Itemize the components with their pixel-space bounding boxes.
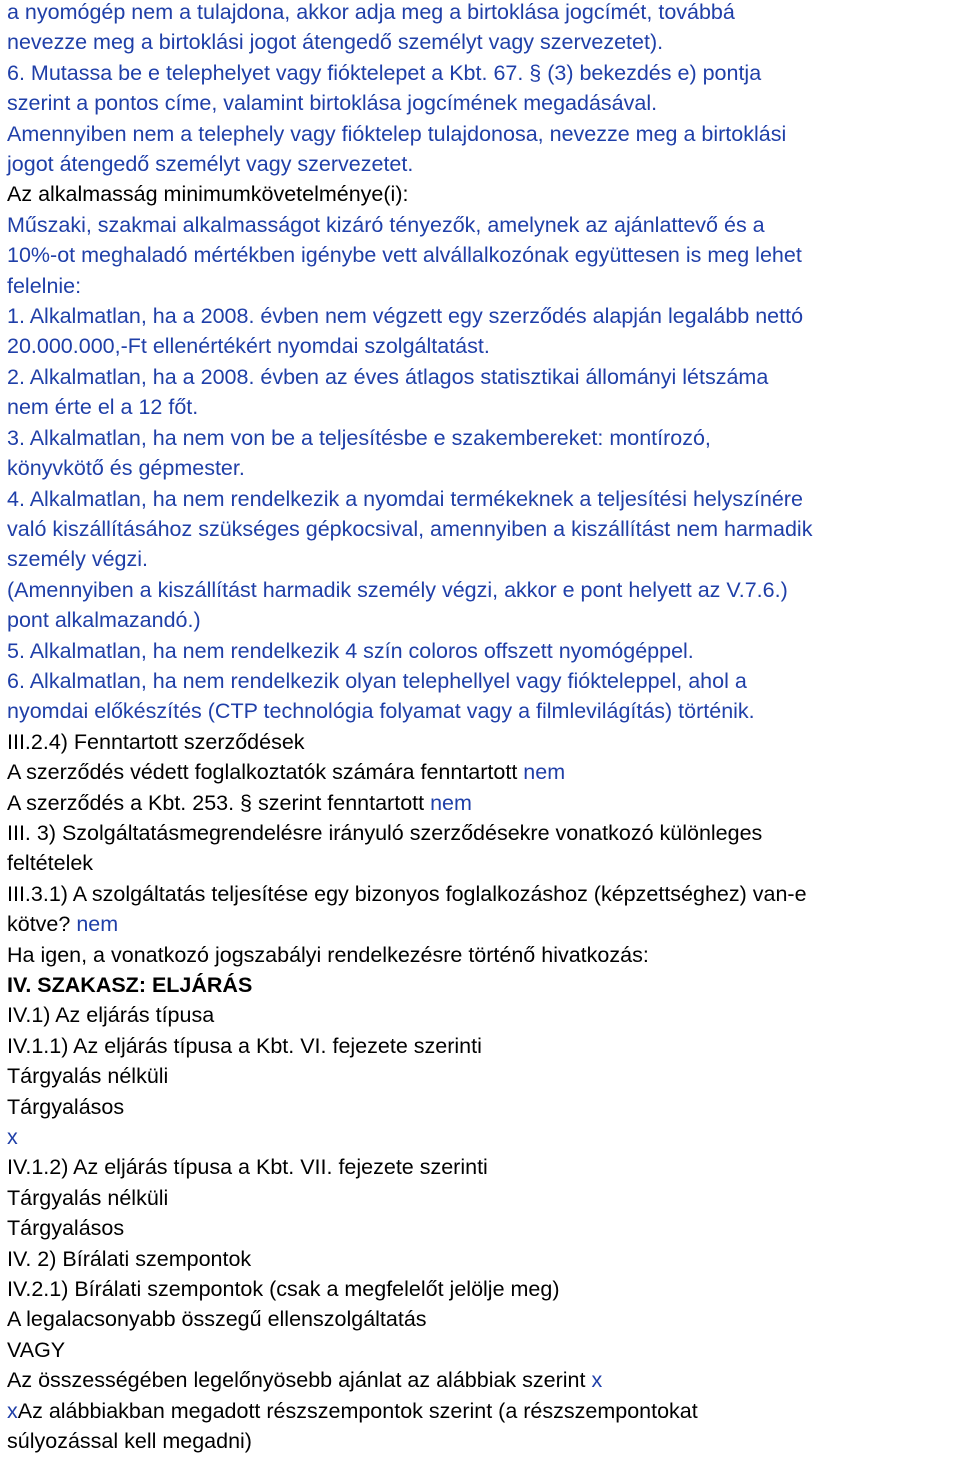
highlighted-text: pont alkalmazandó.) — [7, 608, 201, 633]
text-line — [7, 544, 954, 574]
text-line — [7, 362, 954, 392]
text-line — [7, 392, 954, 422]
line-text: A szerződés védett foglalkoztatók számára fenntartott — [7, 760, 524, 785]
highlighted-text: 6. Mutassa be e telephelyet vagy fióktelepet a Kbt. 67. § (3) bekezdés e) pontja — [7, 60, 762, 85]
text-line — [7, 1244, 954, 1274]
text-line — [7, 58, 954, 88]
line-text: III.3.1) A szolgáltatás teljesítése egy bizonyos foglalkozáshoz (képzettséghez) van-e — [7, 881, 807, 906]
text-line — [7, 666, 954, 696]
text-line — [7, 879, 954, 909]
line-text: IV. 2) Bírálati szempontok — [7, 1246, 252, 1271]
line-text: IV.2.1) Bírálati szempontok (csak a megfelelőt jelölje meg) — [7, 1277, 560, 1302]
highlighted-text: való kiszállításához szükséges gépkocsival, amennyiben a kiszállítást nem harmadik — [7, 516, 813, 541]
line-text: III. 3) Szolgáltatásmegrendelésre irányuló szerződésekre vonatkozó különleges — [7, 820, 763, 845]
line-text: Az alábbiakban megadott részszempontok szerint (a részszempontokat — [17, 1398, 698, 1423]
text-line — [7, 514, 954, 544]
highlighted-text: x — [7, 1125, 18, 1150]
text-line — [7, 149, 954, 179]
text-line — [7, 909, 954, 939]
text-line — [7, 1335, 954, 1365]
text-line — [7, 575, 954, 605]
text-line — [7, 331, 954, 361]
text-line — [7, 1274, 954, 1304]
line-text: III.2.4) Fenntartott szerződések — [7, 729, 305, 754]
text-line — [7, 1000, 954, 1030]
line-text: A legalacsonyabb összegű ellenszolgáltatás — [7, 1307, 427, 1332]
text-line — [7, 1365, 954, 1395]
highlighted-text: x — [591, 1368, 603, 1393]
line-text: IV.1) Az eljárás típusa — [7, 1003, 215, 1028]
line-text: Tárgyalásos — [7, 1094, 125, 1119]
highlighted-text: 2. Alkalmatlan, ha a 2008. évben az éves átlagos statisztikai állományi létszáma — [7, 364, 769, 389]
highlighted-text: 1. Alkalmatlan, ha a 2008. évben nem végzett egy szerződés alapján legalább nettó — [7, 304, 804, 329]
text-line — [7, 940, 954, 970]
line-text: Ha igen, a vonatkozó jogszabályi rendelkezésre történő hivatkozás: — [7, 942, 649, 967]
text-line — [7, 788, 954, 818]
highlighted-text: a nyomógép nem a tulajdona, akkor adja meg a birtoklása jogcímét, továbbá — [7, 0, 735, 24]
highlighted-text: nevezze meg a birtoklási jogot átengedő személyt vagy szervezetet). — [7, 30, 664, 55]
text-line — [7, 1092, 954, 1122]
text-line — [7, 818, 954, 848]
line-text: Tárgyalásos — [7, 1216, 125, 1241]
highlighted-text: jogot átengedő személyt vagy szervezetet. — [7, 152, 414, 177]
line-text: súlyozással kell megadni) — [7, 1429, 252, 1454]
text-line — [7, 27, 954, 57]
highlighted-text: 6. Alkalmatlan, ha nem rendelkezik olyan telephellyel vagy fiókteleppel, ahol a — [7, 668, 747, 693]
highlighted-text: x — [7, 1398, 18, 1423]
text-line — [7, 727, 954, 757]
text-line — [7, 453, 954, 483]
text-line — [7, 848, 954, 878]
text-line — [7, 240, 954, 270]
highlighted-text: 4. Alkalmatlan, ha nem rendelkezik a nyomdai termékeknek a teljesítési helyszínére — [7, 486, 803, 511]
text-line — [7, 605, 954, 635]
highlighted-text: nem — [523, 760, 566, 785]
highlighted-text: 10%-ot meghaladó mértékben igénybe vett alvállalkozónak együttesen is meg lehet — [7, 243, 802, 268]
text-line — [7, 1426, 954, 1456]
text-line — [7, 970, 954, 1000]
highlighted-text: nem — [430, 790, 472, 815]
text-line — [7, 757, 954, 787]
text-line — [7, 0, 954, 27]
highlighted-text: könyvkötő és gépmester. — [7, 456, 245, 481]
line-text: VAGY — [7, 1337, 66, 1362]
text-line — [7, 1396, 954, 1426]
text-line — [7, 271, 954, 301]
highlighted-text: nem — [76, 912, 119, 937]
highlighted-text: nyomdai előkészítés (CTP technológia folyamat vagy a filmlevilágítás) történik. — [7, 699, 755, 724]
highlighted-text: 5. Alkalmatlan, ha nem rendelkezik 4 szín coloros offszett nyomógéppel. — [7, 638, 694, 663]
highlighted-text: személy végzi. — [7, 547, 148, 572]
line-text: IV.1.2) Az eljárás típusa a Kbt. VII. fejezete szerinti — [7, 1155, 488, 1180]
line-text: Az összességében legelőnyösebb ajánlat az alábbiak szerint — [7, 1368, 592, 1393]
text-line — [7, 210, 954, 240]
text-line — [7, 301, 954, 331]
highlighted-text: Műszaki, szakmai alkalmasságot kizáró tényezők, amelynek az ajánlattevő és a — [7, 212, 765, 237]
text-line — [7, 696, 954, 726]
text-line — [7, 119, 954, 149]
text-line — [7, 179, 954, 209]
highlighted-text: 20.000.000,-Ft ellenértékért nyomdai szolgáltatást. — [7, 334, 490, 359]
line-text: IV.1.1) Az eljárás típusa a Kbt. VI. fejezete szerinti — [7, 1033, 482, 1058]
text-line — [7, 423, 954, 453]
highlighted-text: felelnie: — [7, 273, 82, 298]
highlighted-text: szerint a pontos címe, valamint birtoklása jogcímének megadásával. — [7, 91, 658, 116]
highlighted-text: nem érte el a 12 főt. — [7, 395, 199, 420]
text-line — [7, 636, 954, 666]
text-line — [7, 1031, 954, 1061]
text-line — [7, 1183, 954, 1213]
line-text: kötve? — [7, 912, 77, 937]
line-text: Tárgyalás nélküli — [7, 1064, 169, 1089]
text-line — [7, 1304, 954, 1334]
line-text: Tárgyalás nélküli — [7, 1185, 169, 1210]
text-line — [7, 1061, 954, 1091]
text-line — [7, 1122, 954, 1152]
line-text: Az alkalmasság minimumkövetelménye(i): — [7, 182, 409, 207]
text-line — [7, 1152, 954, 1182]
line-text: IV. SZAKASZ: ELJÁRÁS — [7, 973, 253, 997]
highlighted-text: (Amennyiben a kiszállítást harmadik személy végzi, akkor e pont helyett az V.7.6.) — [7, 577, 788, 602]
highlighted-text: Amennyiben nem a telephely vagy fióktelep tulajdonosa, nevezze meg a birtoklási — [7, 121, 787, 146]
line-text: A szerződés a Kbt. 253. § szerint fenntartott — [7, 790, 431, 815]
highlighted-text: 3. Alkalmatlan, ha nem von be a teljesítésbe e szakembereket: montírozó, — [7, 425, 711, 450]
text-line — [7, 484, 954, 514]
text-line — [7, 88, 954, 118]
text-line — [7, 1213, 954, 1243]
line-text: feltételek — [7, 851, 94, 876]
